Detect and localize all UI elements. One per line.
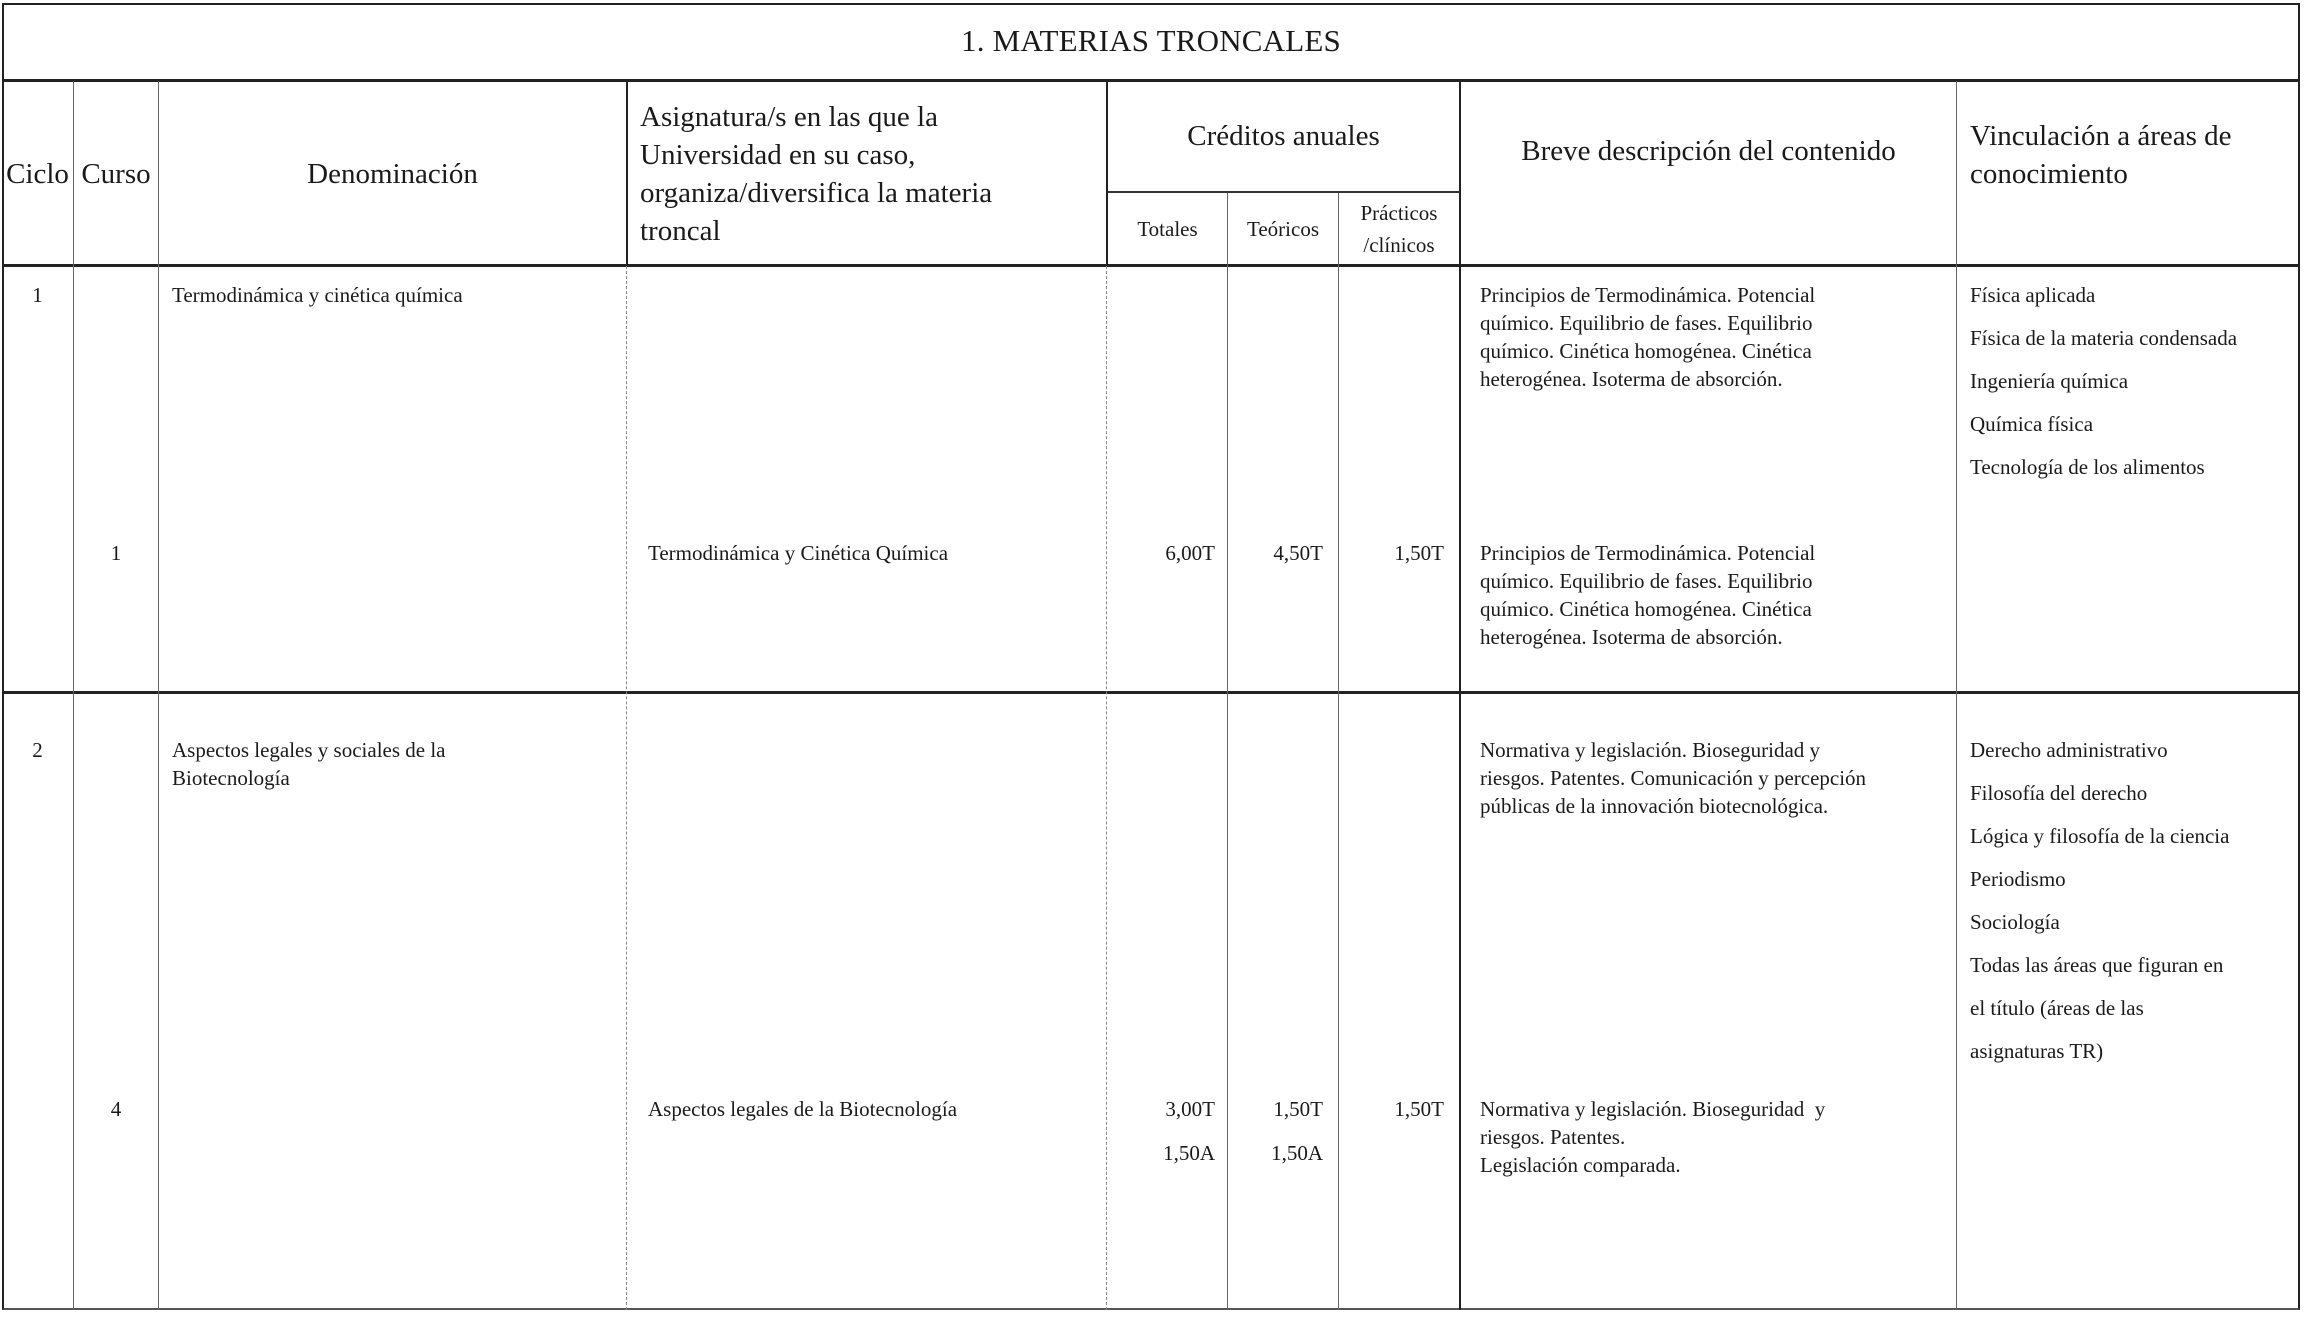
- header-vinculacion-line1: Vinculación a áreas de: [1970, 120, 2232, 152]
- cell-areas: [1970, 736, 2300, 1080]
- credit-value: 4,50T: [1273, 541, 1323, 565]
- desc-line: químico. Cinética homogénea. Cinética: [1480, 597, 1812, 621]
- header-asignatura: [628, 81, 1106, 266]
- area-line: asignaturas TR): [1970, 1039, 2104, 1063]
- cell-curso: 1: [110, 541, 122, 565]
- cell-totales: [1108, 1095, 1215, 1183]
- cell-descripcion-asignatura: [1480, 539, 1950, 651]
- cell-descripcion-asignatura: [1480, 1095, 1950, 1179]
- header-asignatura-line: organiza/diversifica la materia: [640, 176, 993, 209]
- area-item: Sociología: [1970, 910, 2060, 934]
- credit-value: 1,50T: [1394, 541, 1444, 565]
- header-asignatura-line: Universidad en su caso,: [640, 138, 916, 171]
- header-practicos-line2: /clínicos: [1363, 233, 1435, 257]
- col-divider-asignatura: [1106, 266, 1107, 1310]
- credit-value: 1,50T: [1394, 1097, 1444, 1121]
- col-divider-teoricos: [1338, 193, 1339, 1310]
- col-divider-practicos: [1459, 81, 1461, 1310]
- denominacion-line: Aspectos legales y sociales de la: [172, 738, 446, 762]
- header-practicos-line1: Prácticos: [1360, 201, 1438, 225]
- cell-teoricos: [1228, 539, 1323, 583]
- cell-ciclo: 1: [32, 283, 43, 307]
- area-item: Física de la materia condensada: [1970, 326, 2238, 350]
- header-practicos: [1339, 194, 1459, 264]
- cell-practicos: [1339, 1095, 1444, 1139]
- cell-practicos: [1339, 539, 1444, 583]
- cell-ciclo: 2: [32, 738, 43, 762]
- desc-line: químico. Cinética homogénea. Cinética: [1480, 339, 1812, 363]
- cell-teoricos: [1228, 1095, 1323, 1183]
- area-item: Química física: [1970, 412, 2094, 436]
- header-ciclo: Ciclo: [6, 157, 69, 190]
- area-line: Todas las áreas que figuran en: [1970, 953, 2224, 977]
- cell-curso: 4: [110, 1097, 122, 1121]
- cell-areas: [1970, 281, 2300, 496]
- area-item: Ingeniería química: [1970, 369, 2129, 393]
- desc-line: riesgos. Patentes.: [1480, 1125, 1626, 1149]
- desc-line: Normativa y legislación. Bioseguridad y: [1480, 738, 1821, 762]
- header-creditos: Créditos anuales: [1187, 120, 1380, 152]
- area-item: Derecho administrativo: [1970, 738, 2168, 762]
- header-vinculacion: [1958, 81, 2300, 221]
- cell-descripcion-materia: [1480, 281, 1950, 393]
- desc-line: riesgos. Patentes. Comunicación y percepción: [1480, 766, 1867, 790]
- area-item: Física aplicada: [1970, 283, 2096, 307]
- credit-value: 3,00T: [1165, 1097, 1215, 1121]
- desc-line: heterogénea. Isoterma de absorción.: [1480, 367, 1783, 391]
- desc-line: Normativa y legislación. Bioseguridad y: [1480, 1097, 1826, 1121]
- header-teoricos: Teóricos: [1246, 217, 1319, 241]
- desc-line: públicas de la innovación biotecnológica.: [1480, 794, 1829, 818]
- header-denominacion: Denominación: [307, 157, 478, 190]
- col-divider-denominacion: [626, 266, 627, 1310]
- area-item: Filosofía del derecho: [1970, 781, 2148, 805]
- header-asignatura-line: Asignatura/s en las que la: [640, 100, 938, 133]
- desc-line: químico. Equilibrio de fases. Equilibrio: [1480, 569, 1813, 593]
- col-divider-descripcion: [1956, 81, 1957, 1310]
- cell-denominacion: [172, 736, 622, 792]
- desc-line: Legislación comparada.: [1480, 1153, 1681, 1177]
- cell-asignatura-nombre: Aspectos legales de la Biotecnología: [648, 1097, 958, 1121]
- desc-line: Principios de Termodinámica. Potencial: [1480, 541, 1816, 565]
- document-page: [2, 3, 2300, 1310]
- cell-asignatura-nombre: Termodinámica y Cinética Química: [648, 541, 949, 565]
- cell-denominacion: Termodinámica y cinética química: [172, 283, 463, 307]
- credit-value: 1,50T: [1273, 1097, 1323, 1121]
- table-title: 1. MATERIAS TRONCALES: [961, 23, 1341, 58]
- header-descripcion: Breve descripción del contenido: [1521, 135, 1896, 167]
- credit-value: 1,50A: [1163, 1141, 1215, 1165]
- desc-line: químico. Equilibrio de fases. Equilibrio: [1480, 311, 1813, 335]
- desc-line: heterogénea. Isoterma de absorción.: [1480, 625, 1783, 649]
- cell-totales: [1108, 539, 1215, 583]
- header-vinculacion-line2: conocimiento: [1970, 158, 2128, 190]
- area-item: Tecnología de los alimentos: [1970, 455, 2205, 479]
- credits-subheader-divider: [1106, 191, 1461, 193]
- credit-value: 6,00T: [1165, 541, 1215, 565]
- credit-value: 1,50A: [1271, 1141, 1323, 1165]
- area-item-multiline: [1970, 951, 2300, 1065]
- header-totales: Totales: [1137, 217, 1198, 241]
- denominacion-line: Biotecnología: [172, 766, 290, 790]
- header-asignatura-line: troncal: [640, 214, 721, 247]
- desc-line: Principios de Termodinámica. Potencial: [1480, 283, 1816, 307]
- area-item: Periodismo: [1970, 867, 2066, 891]
- cell-descripcion-materia: [1480, 736, 1950, 820]
- header-curso: Curso: [81, 157, 151, 190]
- area-line: el título (áreas de las: [1970, 996, 2144, 1020]
- area-item: Lógica y filosofía de la ciencia: [1970, 824, 2230, 848]
